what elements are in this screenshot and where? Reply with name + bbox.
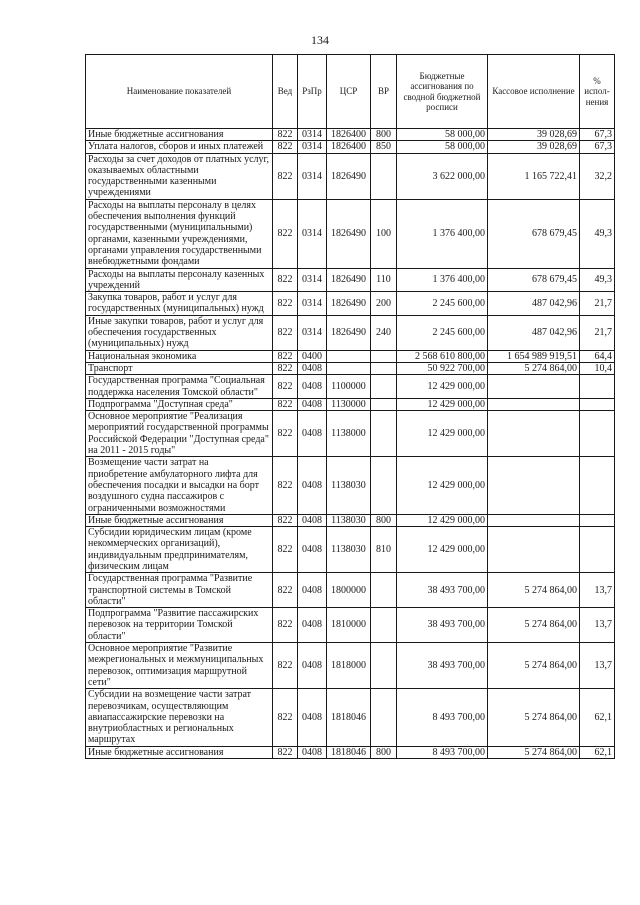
table-cell-ved: 822 — [273, 411, 298, 457]
table-cell-cash: 5 274 864,00 — [488, 362, 580, 374]
table-cell-pct: 62,1 — [580, 746, 615, 758]
table-cell-vr — [371, 689, 397, 746]
header-name: Наименование показателей — [86, 55, 273, 129]
table-cell-name: Иные бюджетные ассигнования — [86, 746, 273, 758]
table-cell-cash — [488, 398, 580, 410]
table-cell-vr — [371, 411, 397, 457]
table-cell-pct — [580, 398, 615, 410]
table-cell-cash: 487 042,96 — [488, 315, 580, 350]
table-cell-csr: 1826490 — [327, 268, 371, 292]
table-row — [86, 153, 615, 199]
table-cell-ved: 822 — [273, 608, 298, 643]
table-cell-budget: 38 493 700,00 — [397, 643, 488, 689]
table-cell-rzpr: 0314 — [298, 268, 327, 292]
table-row — [86, 375, 615, 399]
table-cell-budget: 2 245 600,00 — [397, 315, 488, 350]
table-cell-ved: 822 — [273, 199, 298, 268]
table-cell-pct: 21,7 — [580, 315, 615, 350]
table-cell-pct: 13,7 — [580, 608, 615, 643]
table-cell-rzpr: 0408 — [298, 411, 327, 457]
table-cell-budget: 58 000,00 — [397, 129, 488, 141]
table-row — [86, 141, 615, 153]
table-cell-rzpr: 0314 — [298, 141, 327, 153]
table-cell-rzpr: 0408 — [298, 573, 327, 608]
table-cell-ved: 822 — [273, 153, 298, 199]
table-cell-csr: 1826490 — [327, 199, 371, 268]
table-cell-ved: 822 — [273, 457, 298, 514]
table-cell-cash — [488, 514, 580, 526]
table-cell-csr: 1818046 — [327, 746, 371, 758]
table-cell-cash — [488, 375, 580, 399]
table-cell-budget: 2 245 600,00 — [397, 292, 488, 316]
table-cell-name: Иные закупки товаров, работ и услуг для обеспечения государственных (муниципальных) нужд — [86, 315, 273, 350]
table-cell-name: Государственная программа "Развитие транспортной системы в Томской области" — [86, 573, 273, 608]
table-cell-pct — [580, 527, 615, 573]
table-cell-cash: 5 274 864,00 — [488, 746, 580, 758]
table-cell-budget: 2 568 610 800,00 — [397, 350, 488, 362]
table-cell-name: Расходы на выплаты персоналу казенных учреждений — [86, 268, 273, 292]
table-cell-vr — [371, 457, 397, 514]
table-cell-budget: 12 429 000,00 — [397, 411, 488, 457]
table-cell-rzpr: 0400 — [298, 350, 327, 362]
header-rzpr: РзПр — [298, 55, 327, 129]
table-row — [86, 315, 615, 350]
table-cell-pct — [580, 411, 615, 457]
table-row — [86, 398, 615, 410]
table-cell-rzpr: 0314 — [298, 315, 327, 350]
table-cell-pct: 13,7 — [580, 573, 615, 608]
table-cell-csr: 1810000 — [327, 608, 371, 643]
table-cell-csr: 1138000 — [327, 411, 371, 457]
table-row — [86, 608, 615, 643]
table-cell-name: Иные бюджетные ассигнования — [86, 514, 273, 526]
table-cell-csr: 1818000 — [327, 643, 371, 689]
table-cell-csr: 1826400 — [327, 141, 371, 153]
table-cell-csr: 1138030 — [327, 514, 371, 526]
table-cell-vr — [371, 153, 397, 199]
header-budget: Бюджетные ассигнования по сводной бюджетной росписи — [397, 55, 488, 129]
table-cell-budget: 8 493 700,00 — [397, 746, 488, 758]
table-cell-budget: 1 376 400,00 — [397, 199, 488, 268]
table-cell-vr — [371, 573, 397, 608]
table-cell-pct: 67,3 — [580, 141, 615, 153]
table-row — [86, 527, 615, 573]
table-cell-rzpr: 0408 — [298, 398, 327, 410]
header-vr: ВР — [371, 55, 397, 129]
table-cell-budget: 12 429 000,00 — [397, 398, 488, 410]
table-cell-rzpr: 0408 — [298, 608, 327, 643]
table-cell-ved: 822 — [273, 350, 298, 362]
table-cell-name: Подпрограмма "Доступная среда" — [86, 398, 273, 410]
table-cell-cash: 39 028,69 — [488, 129, 580, 141]
table-cell-rzpr: 0408 — [298, 362, 327, 374]
table-cell-cash: 5 274 864,00 — [488, 608, 580, 643]
table-cell-vr: 850 — [371, 141, 397, 153]
table-cell-rzpr: 0314 — [298, 199, 327, 268]
table-cell-vr — [371, 375, 397, 399]
table-cell-rzpr: 0408 — [298, 375, 327, 399]
table-cell-cash: 5 274 864,00 — [488, 689, 580, 746]
page-number: 134 — [311, 33, 329, 47]
table-cell-pct: 32,2 — [580, 153, 615, 199]
table-cell-cash: 1 654 989 919,51 — [488, 350, 580, 362]
table-cell-pct: 67,3 — [580, 129, 615, 141]
table-cell-budget: 38 493 700,00 — [397, 608, 488, 643]
budget-execution-table — [85, 54, 615, 759]
table-cell-vr — [371, 608, 397, 643]
table-cell-pct: 62,1 — [580, 689, 615, 746]
table-cell-ved: 822 — [273, 514, 298, 526]
table-row — [86, 746, 615, 758]
table-cell-rzpr: 0314 — [298, 129, 327, 141]
table-cell-rzpr: 0408 — [298, 527, 327, 573]
table-row — [86, 411, 615, 457]
table-row — [86, 514, 615, 526]
table-cell-ved: 822 — [273, 129, 298, 141]
table-cell-cash: 39 028,69 — [488, 141, 580, 153]
table-cell-budget: 3 622 000,00 — [397, 153, 488, 199]
table-header-row — [86, 55, 615, 129]
table-cell-ved: 822 — [273, 398, 298, 410]
table-cell-budget: 1 376 400,00 — [397, 268, 488, 292]
table-row — [86, 350, 615, 362]
table-cell-rzpr: 0314 — [298, 292, 327, 316]
table-cell-name: Уплата налогов, сборов и иных платежей — [86, 141, 273, 153]
table-cell-name: Подпрограмма "Развитие пассажирских перевозок на территории Томской области" — [86, 608, 273, 643]
table-cell-cash: 487 042,96 — [488, 292, 580, 316]
table-cell-cash — [488, 411, 580, 457]
table-cell-rzpr: 0408 — [298, 514, 327, 526]
table-cell-csr: 1826490 — [327, 153, 371, 199]
table-cell-pct — [580, 514, 615, 526]
table-cell-ved: 822 — [273, 573, 298, 608]
table-cell-cash: 678 679,45 — [488, 268, 580, 292]
table-body — [86, 129, 615, 759]
table-cell-name: Государственная программа "Социальная поддержка населения Томской области" — [86, 375, 273, 399]
table-cell-pct: 49,3 — [580, 268, 615, 292]
table-cell-name: Основное мероприятие "Реализация мероприятий государственной программы Российской Федерации "Доступная среда" на 2011 - 2015 годы" — [86, 411, 273, 457]
header-cash: Кассовое исполнение — [488, 55, 580, 129]
table-cell-cash: 5 274 864,00 — [488, 643, 580, 689]
table-cell-cash — [488, 527, 580, 573]
table-row — [86, 689, 615, 746]
table-cell-vr: 800 — [371, 514, 397, 526]
table-cell-vr — [371, 643, 397, 689]
table-row — [86, 457, 615, 514]
table-cell-rzpr: 0408 — [298, 746, 327, 758]
table-cell-budget: 12 429 000,00 — [397, 457, 488, 514]
table-cell-csr: 1138030 — [327, 457, 371, 514]
table-cell-csr: 1826490 — [327, 292, 371, 316]
table-cell-csr: 1100000 — [327, 375, 371, 399]
table-cell-ved: 822 — [273, 315, 298, 350]
table-cell-ved: 822 — [273, 292, 298, 316]
table-row — [86, 199, 615, 268]
table-cell-ved: 822 — [273, 689, 298, 746]
table-cell-rzpr: 0408 — [298, 643, 327, 689]
table-cell-ved: 822 — [273, 746, 298, 758]
table-cell-vr: 810 — [371, 527, 397, 573]
table-cell-cash: 1 165 722,41 — [488, 153, 580, 199]
table-cell-name: Закупка товаров, работ и услуг для государственных (муниципальных) нужд — [86, 292, 273, 316]
table-cell-budget: 12 429 000,00 — [397, 514, 488, 526]
table-cell-budget: 8 493 700,00 — [397, 689, 488, 746]
table-cell-csr — [327, 362, 371, 374]
table-cell-vr: 100 — [371, 199, 397, 268]
table-cell-pct: 13,7 — [580, 643, 615, 689]
table-cell-pct: 64,4 — [580, 350, 615, 362]
table-cell-pct: 49,3 — [580, 199, 615, 268]
table-cell-pct: 10,4 — [580, 362, 615, 374]
table-row — [86, 362, 615, 374]
table-cell-cash — [488, 457, 580, 514]
table-row — [86, 643, 615, 689]
table-cell-vr: 110 — [371, 268, 397, 292]
table-cell-vr: 800 — [371, 129, 397, 141]
table-cell-name: Субсидии на возмещение части затрат перевозчикам, осуществляющим авиапассажирские перевозки на внутриобластных и региональных маршрутах — [86, 689, 273, 746]
table-cell-name: Основное мероприятие "Развитие межрегиональных и межмуниципальных перевозок, оптимизация маршрутной сети" — [86, 643, 273, 689]
table-cell-budget: 12 429 000,00 — [397, 527, 488, 573]
header-csr: ЦСР — [327, 55, 371, 129]
table-cell-name: Транспорт — [86, 362, 273, 374]
table-cell-pct — [580, 457, 615, 514]
table-cell-budget: 58 000,00 — [397, 141, 488, 153]
table-cell-budget: 50 922 700,00 — [397, 362, 488, 374]
table-cell-vr: 800 — [371, 746, 397, 758]
table-cell-name: Субсидии юридическим лицам (кроме некоммерческих организаций), индивидуальным предпринимателям, физическим лицам — [86, 527, 273, 573]
table-cell-pct: 21,7 — [580, 292, 615, 316]
table-cell-ved: 822 — [273, 141, 298, 153]
table-cell-vr — [371, 350, 397, 362]
table-cell-rzpr: 0408 — [298, 457, 327, 514]
table-row — [86, 268, 615, 292]
table-cell-ved: 822 — [273, 527, 298, 573]
table-cell-name: Расходы на выплаты персоналу в целях обеспечения выполнения функций государственными (муниципальными) органами, казенными учреждениями, органами управления государственными внебюджетными фондами — [86, 199, 273, 268]
table-cell-rzpr: 0314 — [298, 153, 327, 199]
table-cell-csr: 1138030 — [327, 527, 371, 573]
table-row — [86, 573, 615, 608]
table-cell-cash: 5 274 864,00 — [488, 573, 580, 608]
table-cell-vr — [371, 398, 397, 410]
header-pct: % испол-нения — [580, 55, 615, 129]
table-cell-csr: 1826400 — [327, 129, 371, 141]
table-cell-csr — [327, 350, 371, 362]
header-ved: Вед — [273, 55, 298, 129]
table-cell-ved: 822 — [273, 643, 298, 689]
table-cell-csr: 1818046 — [327, 689, 371, 746]
table-cell-csr: 1800000 — [327, 573, 371, 608]
table-cell-ved: 822 — [273, 268, 298, 292]
table-cell-pct — [580, 375, 615, 399]
table-cell-csr: 1826490 — [327, 315, 371, 350]
table-cell-name: Национальная экономика — [86, 350, 273, 362]
table-row — [86, 292, 615, 316]
table-cell-rzpr: 0408 — [298, 689, 327, 746]
table-cell-ved: 822 — [273, 375, 298, 399]
table-cell-name: Расходы за счет доходов от платных услуг, оказываемых областными государственными казенными учреждениями — [86, 153, 273, 199]
table-row — [86, 129, 615, 141]
table-cell-name: Иные бюджетные ассигнования — [86, 129, 273, 141]
table-cell-csr: 1130000 — [327, 398, 371, 410]
table-cell-name: Возмещение части затрат на приобретение амбулаторного лифта для обеспечения посадки и высадки на борт воздушного судна пассажиров с ограниченными возможностями — [86, 457, 273, 514]
table-cell-ved: 822 — [273, 362, 298, 374]
table-cell-cash: 678 679,45 — [488, 199, 580, 268]
table-cell-vr: 240 — [371, 315, 397, 350]
table-cell-budget: 38 493 700,00 — [397, 573, 488, 608]
table-cell-vr: 200 — [371, 292, 397, 316]
table-cell-budget: 12 429 000,00 — [397, 375, 488, 399]
table-cell-vr — [371, 362, 397, 374]
